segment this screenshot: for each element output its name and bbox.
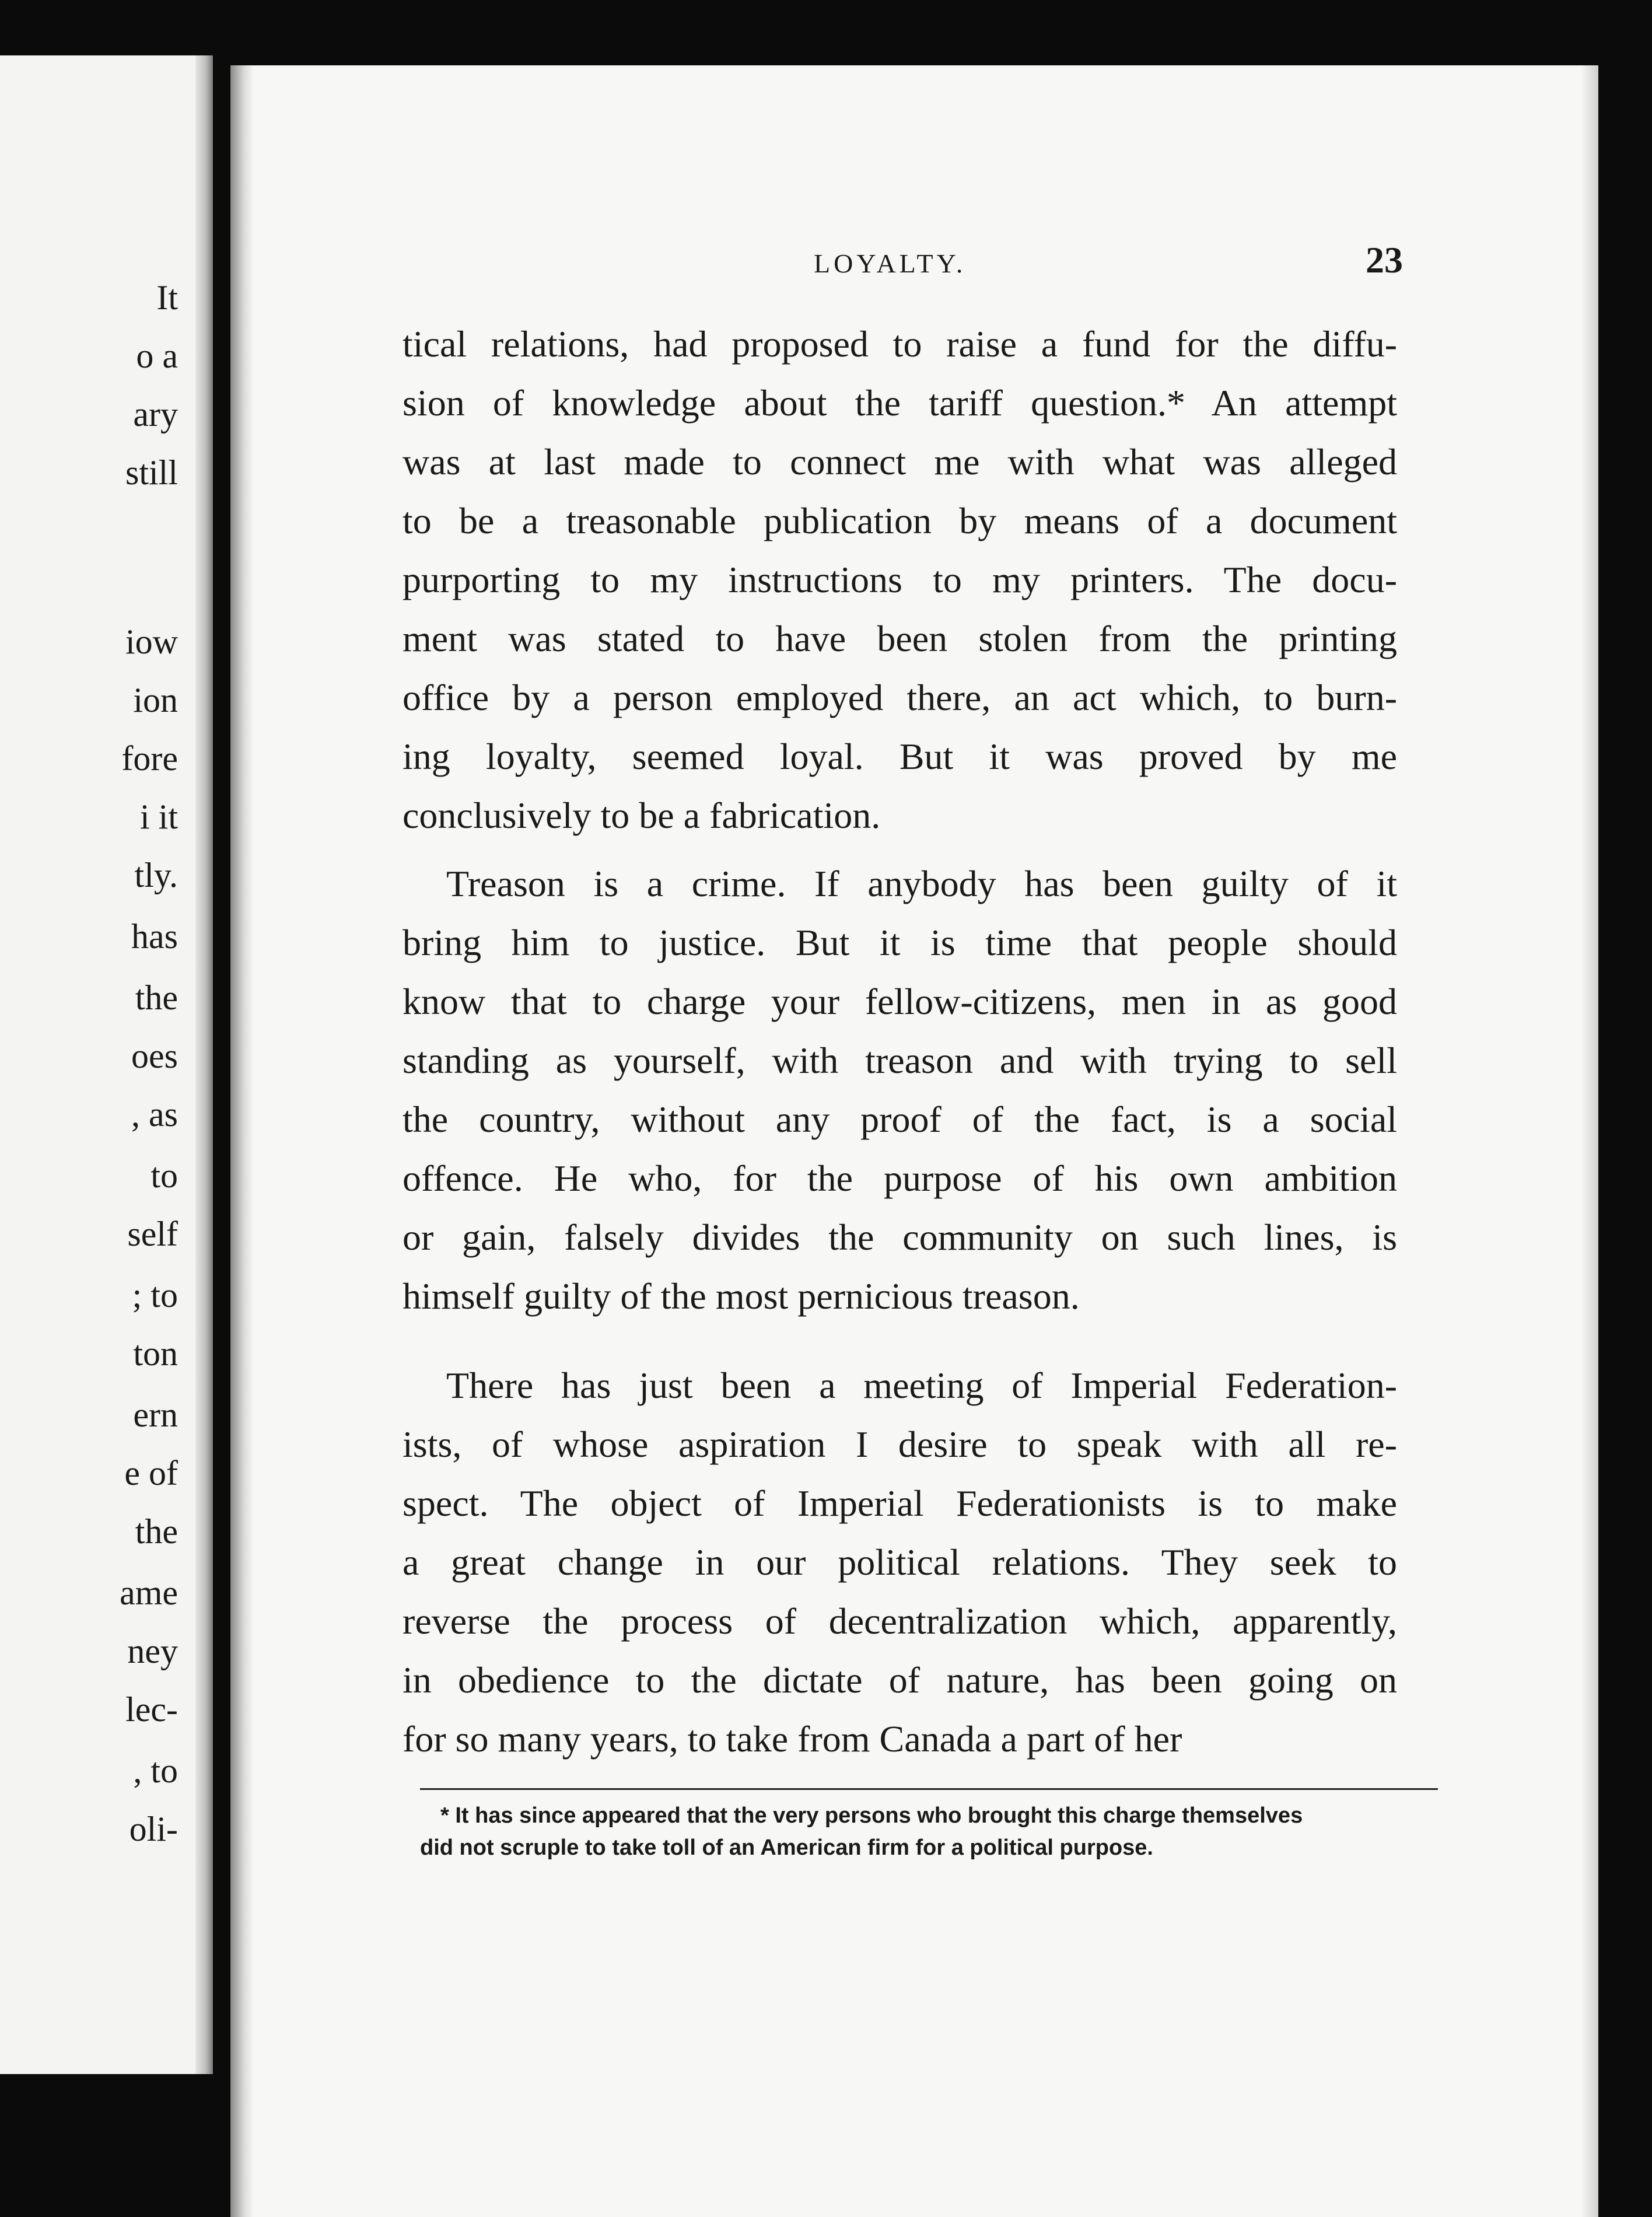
paragraph-1-line: tical relations, had proposed to raise a fund for the diffu-: [402, 323, 1397, 365]
paragraph-3-line: spect. The object of Imperial Federationists is to make: [402, 1482, 1397, 1524]
left-page-fragment: e of: [124, 1454, 178, 1492]
paragraph-3-line: a great change in our political relations. They seek to: [402, 1541, 1397, 1583]
running-head: [814, 239, 1403, 300]
footnote-line: * It has since appeared that the very persons who brought this charge themselves: [440, 1803, 1303, 1828]
left-page: [0, 55, 213, 2074]
left-page-fragment: fore: [121, 739, 178, 778]
paragraph-1-line: office by a person employed there, an act which, to burn-: [402, 677, 1397, 718]
paragraph-2-line: himself guilty of the most pernicious treason.: [402, 1275, 1080, 1317]
left-page-fragment: ame: [120, 1573, 178, 1612]
paragraph-1-line: ment was stated to have been stolen from the printing: [402, 618, 1397, 659]
left-page-fragment: oli-: [129, 1810, 178, 1848]
right-page-inner-edge: [230, 65, 254, 2217]
paragraph-2-line: or gain, falsely divides the community on such lines, is: [402, 1216, 1397, 1258]
left-page-fragment: still: [125, 453, 178, 492]
paragraph-1-line: sion of knowledge about the tariff question.* An attempt: [402, 382, 1397, 424]
left-page-fragment: ern: [133, 1396, 178, 1434]
left-page-fragment: i it: [139, 798, 178, 836]
left-page-fragment: ton: [133, 1334, 178, 1373]
paragraph-3-line: reverse the process of decentralization which, apparently,: [402, 1600, 1397, 1642]
left-page-fragment: self: [127, 1215, 178, 1253]
left-page-fragment: ary: [133, 395, 178, 433]
page-number: 23: [1366, 239, 1403, 281]
footnote-rule: [420, 1788, 1438, 1790]
paragraph-3-line: in obedience to the dictate of nature, has been going on: [402, 1659, 1397, 1701]
left-page-fragment: o a: [136, 337, 178, 375]
paragraph-2-line: Treason is a crime. If anybody has been guilty of it: [446, 863, 1397, 904]
left-page-fragment: lec-: [125, 1690, 178, 1729]
footnote-line: did not scruple to take toll of an American firm for a political purpose.: [420, 1835, 1153, 1860]
left-page-fragment: ion: [133, 681, 178, 719]
left-page-fragment: ; to: [132, 1276, 178, 1314]
paragraph-1-line: purporting to my instructions to my printers. The docu-: [402, 559, 1397, 600]
left-page-gutter: [195, 55, 213, 2074]
left-page-fragment: oes: [131, 1037, 178, 1075]
right-page-outer-edge: [1581, 65, 1598, 2217]
paragraph-3-line: ists, of whose aspiration I desire to speak with all re-: [402, 1424, 1397, 1465]
left-page-fragment: iow: [125, 623, 178, 661]
left-page-fragment: has: [131, 917, 178, 956]
paragraph-1-line: ing loyalty, seemed loyal. But it was proved by me: [402, 736, 1397, 777]
left-page-fragment: tly.: [134, 856, 178, 894]
running-title: LOYALTY.: [814, 249, 967, 278]
left-page-fragment: It: [156, 278, 178, 317]
paragraph-3-line: for so many years, to take from Canada a part of her: [402, 1718, 1182, 1760]
left-page-fragment: ney: [127, 1632, 178, 1670]
paragraph-3-line: There has just been a meeting of Imperial Federation-: [446, 1365, 1397, 1406]
paragraph-2-line: know that to charge your fellow-citizens, men in as good: [402, 981, 1397, 1022]
left-page-fragment: the: [135, 978, 178, 1017]
paragraph-2-line: bring him to justice. But it is time that people should: [402, 922, 1397, 963]
left-page-fragment: to: [150, 1156, 178, 1195]
paragraph-1-line: to be a treasonable publication by means of a document: [402, 500, 1397, 541]
paragraph-1-line: conclusively to be a fabrication.: [402, 795, 881, 836]
paragraph-2-line: standing as yourself, with treason and with trying to sell: [402, 1040, 1397, 1081]
left-page-fragment: , as: [131, 1095, 178, 1134]
left-page-fragment: the: [135, 1512, 178, 1551]
paragraph-2-line: the country, without any proof of the fact, is a social: [402, 1099, 1397, 1140]
paragraph-2-line: offence. He who, for the purpose of his own ambition: [402, 1158, 1397, 1199]
paragraph-1-line: was at last made to connect me with what was alleged: [402, 441, 1397, 482]
left-page-fragment: , to: [133, 1751, 178, 1790]
